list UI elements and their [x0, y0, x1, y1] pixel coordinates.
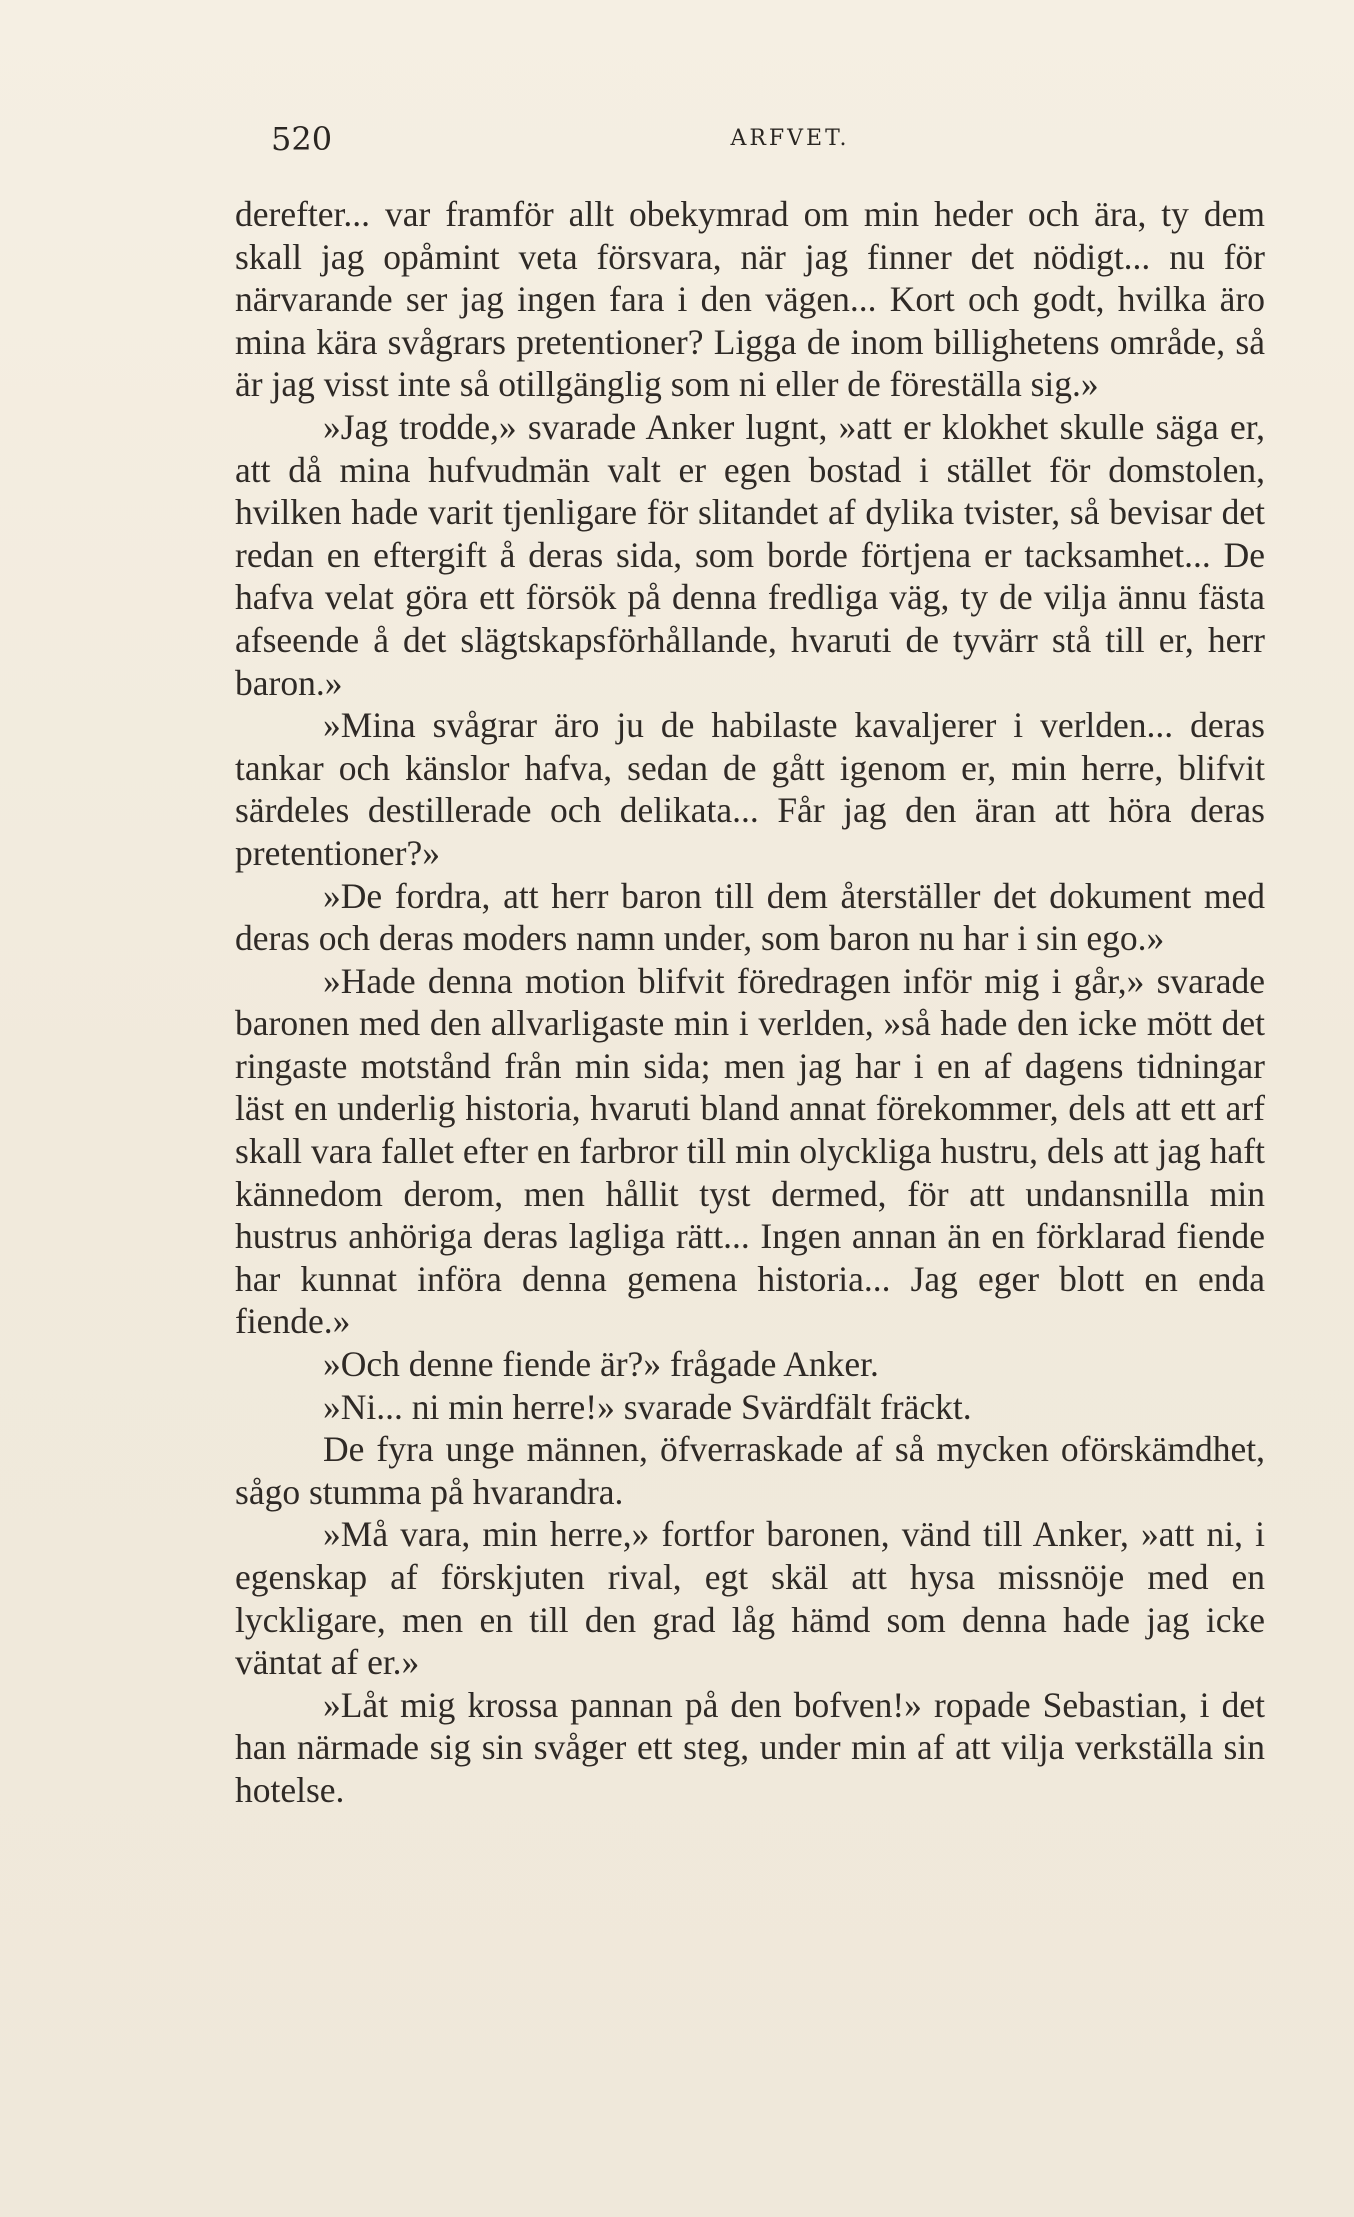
paragraph: »Mina svågrar äro ju de habilaste kavaljerer i verlden... deras tankar och känslor hafva, sedan de gått igenom er, min herre, blifvit särdeles destillerade och delikata... Får jag den äran att höra deras pretentioner?» — [235, 705, 1265, 873]
paragraph: »Låt mig krossa pannan på den bofven!» ropade Sebastian, i det han närmade sig sin svåger ett steg, under min af att vilja verkställa sin hotelse. — [235, 1684, 1265, 1810]
paragraph: De fyra unge männen, öfverraskade af så mycken oförskämdhet, sågo stumma på hvarandra. — [235, 1429, 1265, 1512]
paragraph: »Må vara, min herre,» fortfor baronen, vänd till Anker, »att ni, i egenskap af förskjuten rival, egt skäl att hysa missnöje med en lyckligare, men en till den grad låg hämd som denna hade jag icke väntat af er.» — [235, 1514, 1265, 1683]
page-header — [235, 120, 1265, 170]
page-number: 520 — [271, 120, 333, 158]
paragraph: »De fordra, att herr baron till dem återställer det dokument med deras och deras moders namn under, som baron nu har i sin ego.» — [235, 875, 1265, 959]
body-text — [235, 193, 1265, 1812]
running-title: ARFVET. — [730, 126, 850, 151]
paragraph: »Och denne fiende är?» frågade Anker. — [323, 1344, 879, 1385]
paragraph: »Ni... ni min herre!» svarade Svärdfält fräckt. — [323, 1386, 972, 1427]
paragraph: derefter... var framför allt obekymrad om min heder och ära, ty dem skall jag opåmint veta försvara, när jag finner det nödigt... nu för närvarande ser jag ingen fara i den vägen... Kort och godt, hvilka äro mina kära svågrars pretentioner? Ligga de inom billighetens område, så är jag visst inte så otillgänglig som ni eller de föreställa sig.» — [235, 194, 1265, 405]
paragraph: »Hade denna motion blifvit föredragen inför mig i går,» svarade baronen med den allvarligaste min i verlden, »så hade den icke mött det ringaste motstånd från min sida; men jag har i en af dagens tidningar läst en underlig historia, hvaruti bland annat förekommer, dels att ett arf skall vara fallet efter en farbror till min olyckliga hustru, dels att jag haft kännedom derom, men hållit tyst dermed, för att undansnilla min hustrus anhöriga deras lagliga rätt... Ingen annan än en förklarad fiende har kunnat införa denna gemena historia... Jag eger blott en enda fiende.» — [235, 960, 1265, 1342]
paragraph: »Jag trodde,» svarade Anker lugnt, »att er klokhet skulle säga er, att då mina hufvudmän valt er egen bostad i stället för domstolen, hvilken hade varit tjenligare för slitandet af dylika tvister, så bevisar det redan en eftergift å deras sida, som borde förtjena er tacksamhet... De hafva velat göra ett försök på denna fredliga väg, ty de vilja ännu fästa afseende å det slägtskapsförhållande, hvaruti de tyvärr stå till er, herr baron.» — [235, 406, 1265, 703]
